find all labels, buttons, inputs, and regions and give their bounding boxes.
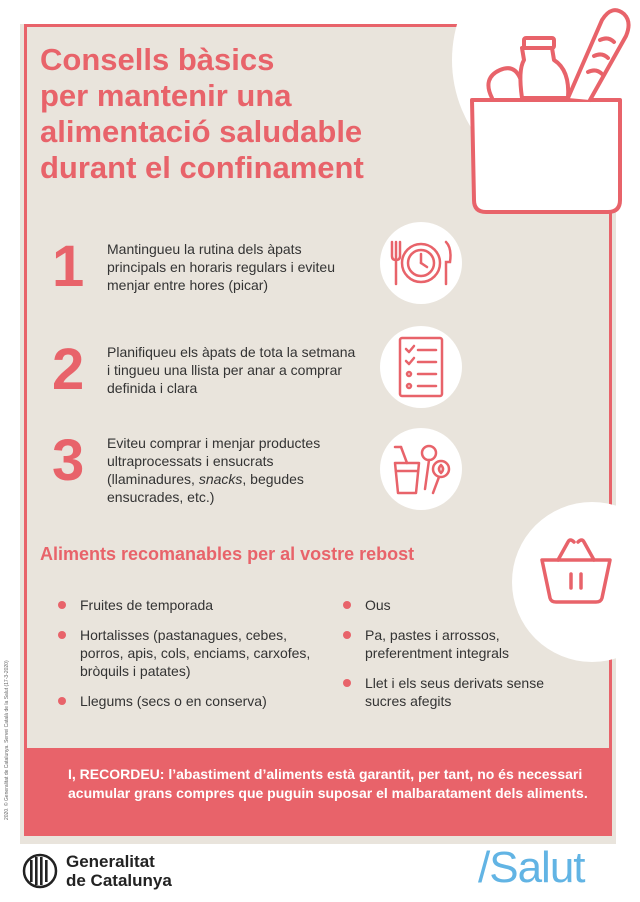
tip-3-icon-circle (380, 428, 462, 510)
list-item: Hortalisses (pastanagues, cebes, porros, apis, cols, enciams, carxofes, bròquils i patates) (58, 626, 328, 680)
generalitat-wordmark (66, 852, 172, 890)
tip-number: 2 (52, 337, 85, 402)
tip-text: Mantingueu la rutina dels àpats principals en horaris regulars i eviteu menjar entre hores (picar) (107, 241, 335, 293)
list-item: Ous (343, 596, 563, 614)
pantry-heading: Aliments recomanables per al vostre rebost (40, 544, 415, 564)
tip-text-emphasis: snacks (198, 471, 243, 487)
copyright-note: 2020. © Generalitat de Catalunya. Servei Català de la Salut (17-3-2020) (4, 660, 10, 820)
org-line: Generalitat (66, 852, 155, 871)
tip-text (107, 434, 362, 506)
tip-text-part: Eviteu comprar i menjar productes ultraprocessats i ensucrats (llaminadures, (107, 435, 321, 487)
title-line: alimentació saludable (40, 114, 363, 149)
tip-text-part: , begudes ensucrades, etc.) (107, 471, 304, 505)
grocery-bag-icon (462, 0, 632, 215)
tip-1-icon-circle (380, 222, 462, 304)
generalitat-logo-icon (22, 852, 58, 890)
org-line: de Catalunya (66, 871, 172, 890)
tip-number: 3 (52, 428, 85, 493)
plate-clock-icon (386, 238, 456, 288)
list-item: Pa, pastes i arrossos, preferentment integrals (343, 626, 563, 662)
tip-number: 1 (52, 234, 85, 299)
reminder-banner (24, 748, 612, 836)
list-item: Fruites de temporada (58, 596, 328, 614)
page-title (40, 42, 470, 186)
drink-lollipop-icon (389, 441, 453, 497)
list-item: Llet i els seus derivats sense sucres afegits (343, 674, 563, 710)
list-item: Llegums (secs o en conserva) (58, 692, 328, 710)
title-line: Consells bàsics (40, 42, 275, 77)
salut-brand: /Salut (478, 843, 585, 892)
title-line: per mantenir una (40, 78, 292, 113)
pantry-list-right (343, 596, 563, 722)
tip-2-icon-circle (380, 326, 462, 408)
checklist-icon (396, 335, 446, 399)
title-line: durant el confinament (40, 150, 364, 185)
reminder-text: I, RECORDEU: l’abastiment d’aliments està garantit, per tant, no és necessari acumular grans compres que puguin suposar el malbaratament dels aliments. (68, 766, 588, 801)
tip-text: Planifiqueu els àpats de tota la setmana i tingueu una llista per anar a comprar definida i clara (107, 344, 356, 396)
pantry-list-left (58, 596, 328, 722)
